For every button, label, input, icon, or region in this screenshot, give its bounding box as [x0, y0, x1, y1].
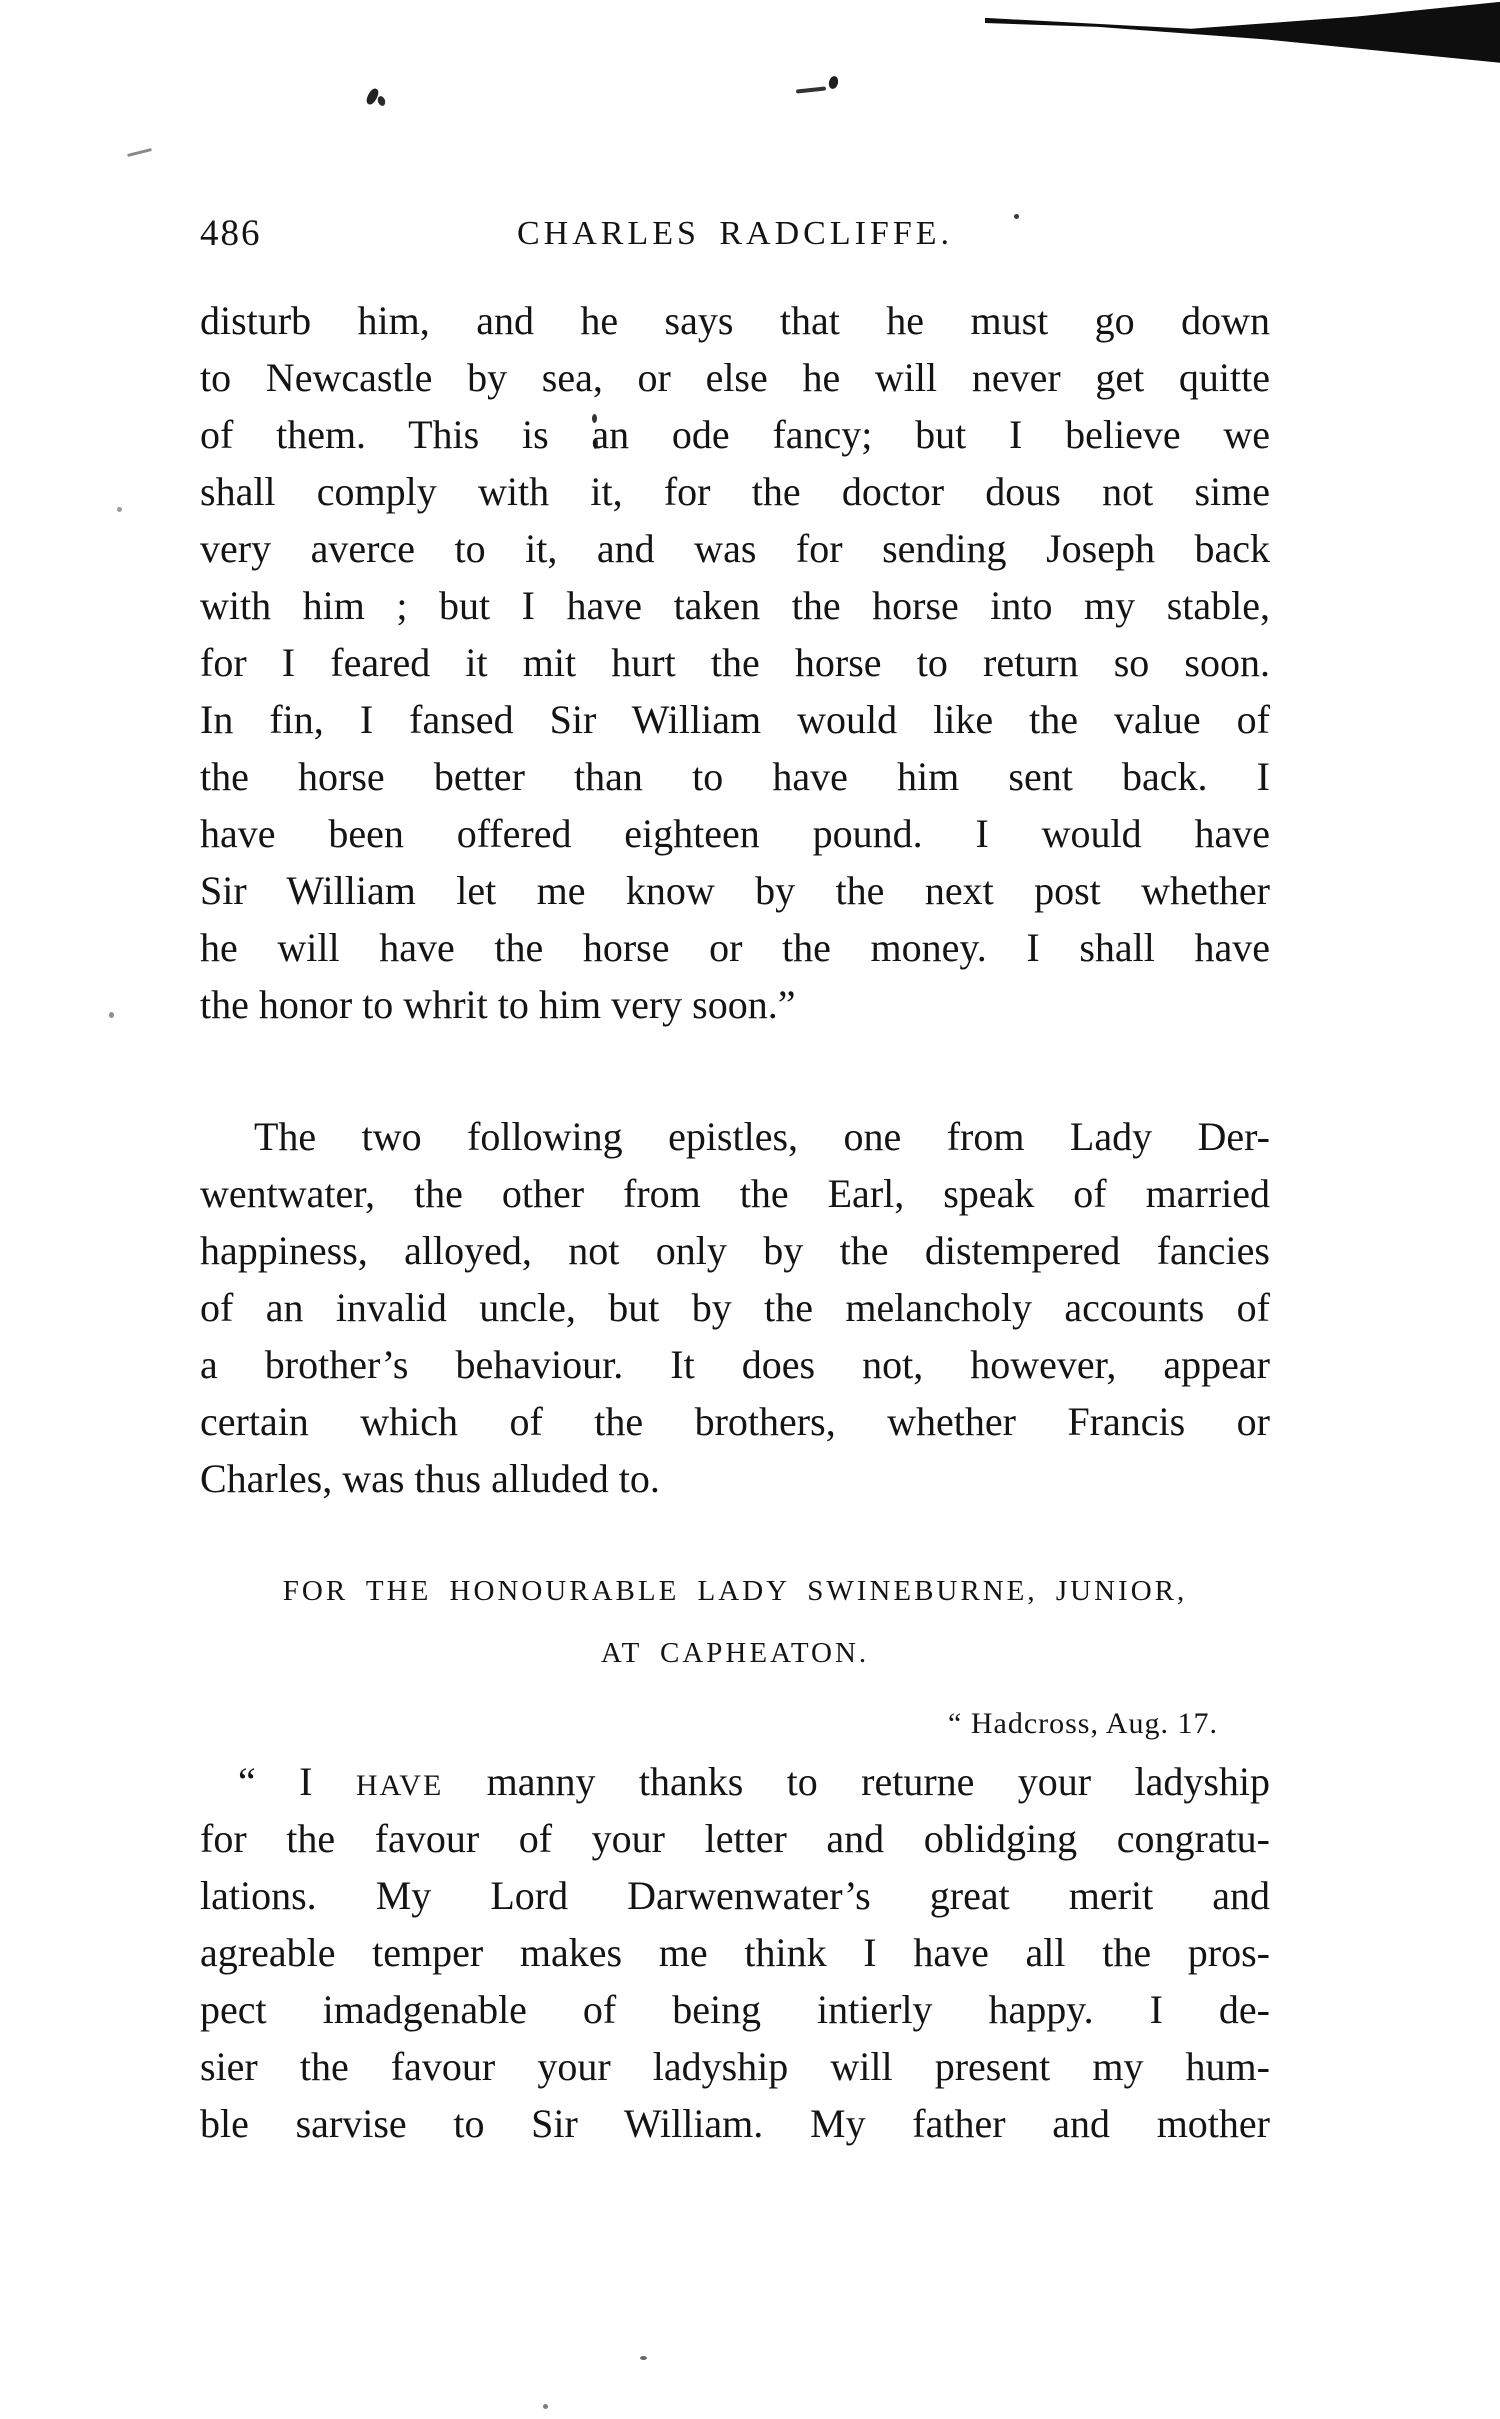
text-line: a brother’s behaviour. It does not, however, appear — [200, 1342, 1270, 1387]
letter-first-line-rest: manny thanks to returne your ladyship — [443, 1759, 1270, 1804]
text-line: certain which of the brothers, whether Francis or — [200, 1399, 1270, 1444]
text-line — [200, 1753, 1270, 1810]
text-line: to Newcastle by sea, or else he will never get quitte — [200, 355, 1270, 400]
ink-speck — [109, 1012, 114, 1018]
text-line: have been offered eighteen pound. I would have — [200, 811, 1270, 856]
text-line: for I feared it mit hurt the horse to return so soon. — [200, 640, 1270, 685]
body-text-column — [200, 292, 1270, 2152]
paragraph-quoted-letter-continuation — [200, 292, 1270, 1033]
text-line: very averce to it, and was for sending Joseph back — [200, 526, 1270, 571]
page-number: 486 — [200, 213, 262, 254]
text-line: the honor to whrit to him very soon.” — [200, 982, 796, 1027]
text-line: happiness, alloyed, not only by the distempered fancies — [200, 1228, 1270, 1273]
letter-open-quote: “ I — [238, 1759, 356, 1804]
text-line: with him ; but I have taken the horse into my stable, — [200, 583, 1270, 628]
page-header — [200, 212, 1270, 260]
text-line: In fin, I fansed Sir William would like the value of — [200, 697, 1270, 742]
paragraph-narrative — [200, 1108, 1270, 1507]
text-line: the horse better than to have him sent back. I — [200, 754, 1270, 799]
smallcaps-word: HAVE — [355, 1769, 444, 1802]
scan-corner-shadow-artifact — [985, 0, 1500, 64]
ink-mark — [796, 86, 826, 93]
text-line: The two following epistles, one from Lady Der- — [254, 1114, 1270, 1159]
text-line: pect imadgenable of being intierly happy. I de- — [200, 1987, 1270, 2032]
letter-dateline: “ Hadcross, Aug. 17. — [948, 1707, 1218, 1740]
text-line: of an invalid uncle, but by the melancholy accounts of — [200, 1285, 1270, 1330]
text-line: disturb him, and he says that he must go down — [200, 298, 1270, 343]
text-line: wentwater, the other from the Earl, speak of married — [200, 1171, 1270, 1216]
text-line: ble sarvise to Sir William. My father and mother — [200, 2101, 1270, 2146]
ink-mark — [127, 148, 152, 157]
text-line: lations. My Lord Darwenwater’s great merit and — [200, 1873, 1270, 1918]
ink-speck — [117, 507, 122, 512]
text-line: Sir William let me know by the next post whether — [200, 868, 1270, 913]
ink-speck — [543, 2404, 548, 2409]
ink-mark — [377, 95, 387, 107]
letter-heading-line-2: AT CAPHEATON. — [600, 1637, 870, 1669]
text-line: Charles, was thus alluded to. — [200, 1456, 660, 1501]
text-line: for the favour of your letter and oblidging congratu- — [200, 1816, 1270, 1861]
running-title: CHARLES RADCLIFFE. — [516, 215, 954, 252]
text-line: sier the favour your ladyship will present my hum- — [200, 2044, 1270, 2089]
letter-heading-line-1: FOR THE HONOURABLE LADY SWINEBURNE, JUNIOR, — [282, 1575, 1188, 1607]
text-line: agreable temper makes me think I have all the pros- — [200, 1930, 1270, 1975]
text-line: shall comply with it, for the doctor dous not sime — [200, 469, 1270, 514]
ink-speck — [640, 2356, 647, 2360]
ink-mark — [828, 75, 840, 90]
paragraph-letter-body — [200, 1753, 1270, 2152]
text-line: he will have the horse or the money. I shall have — [200, 925, 1270, 970]
text-line: of them. This is an ode fancy; but I believe we — [200, 412, 1270, 457]
